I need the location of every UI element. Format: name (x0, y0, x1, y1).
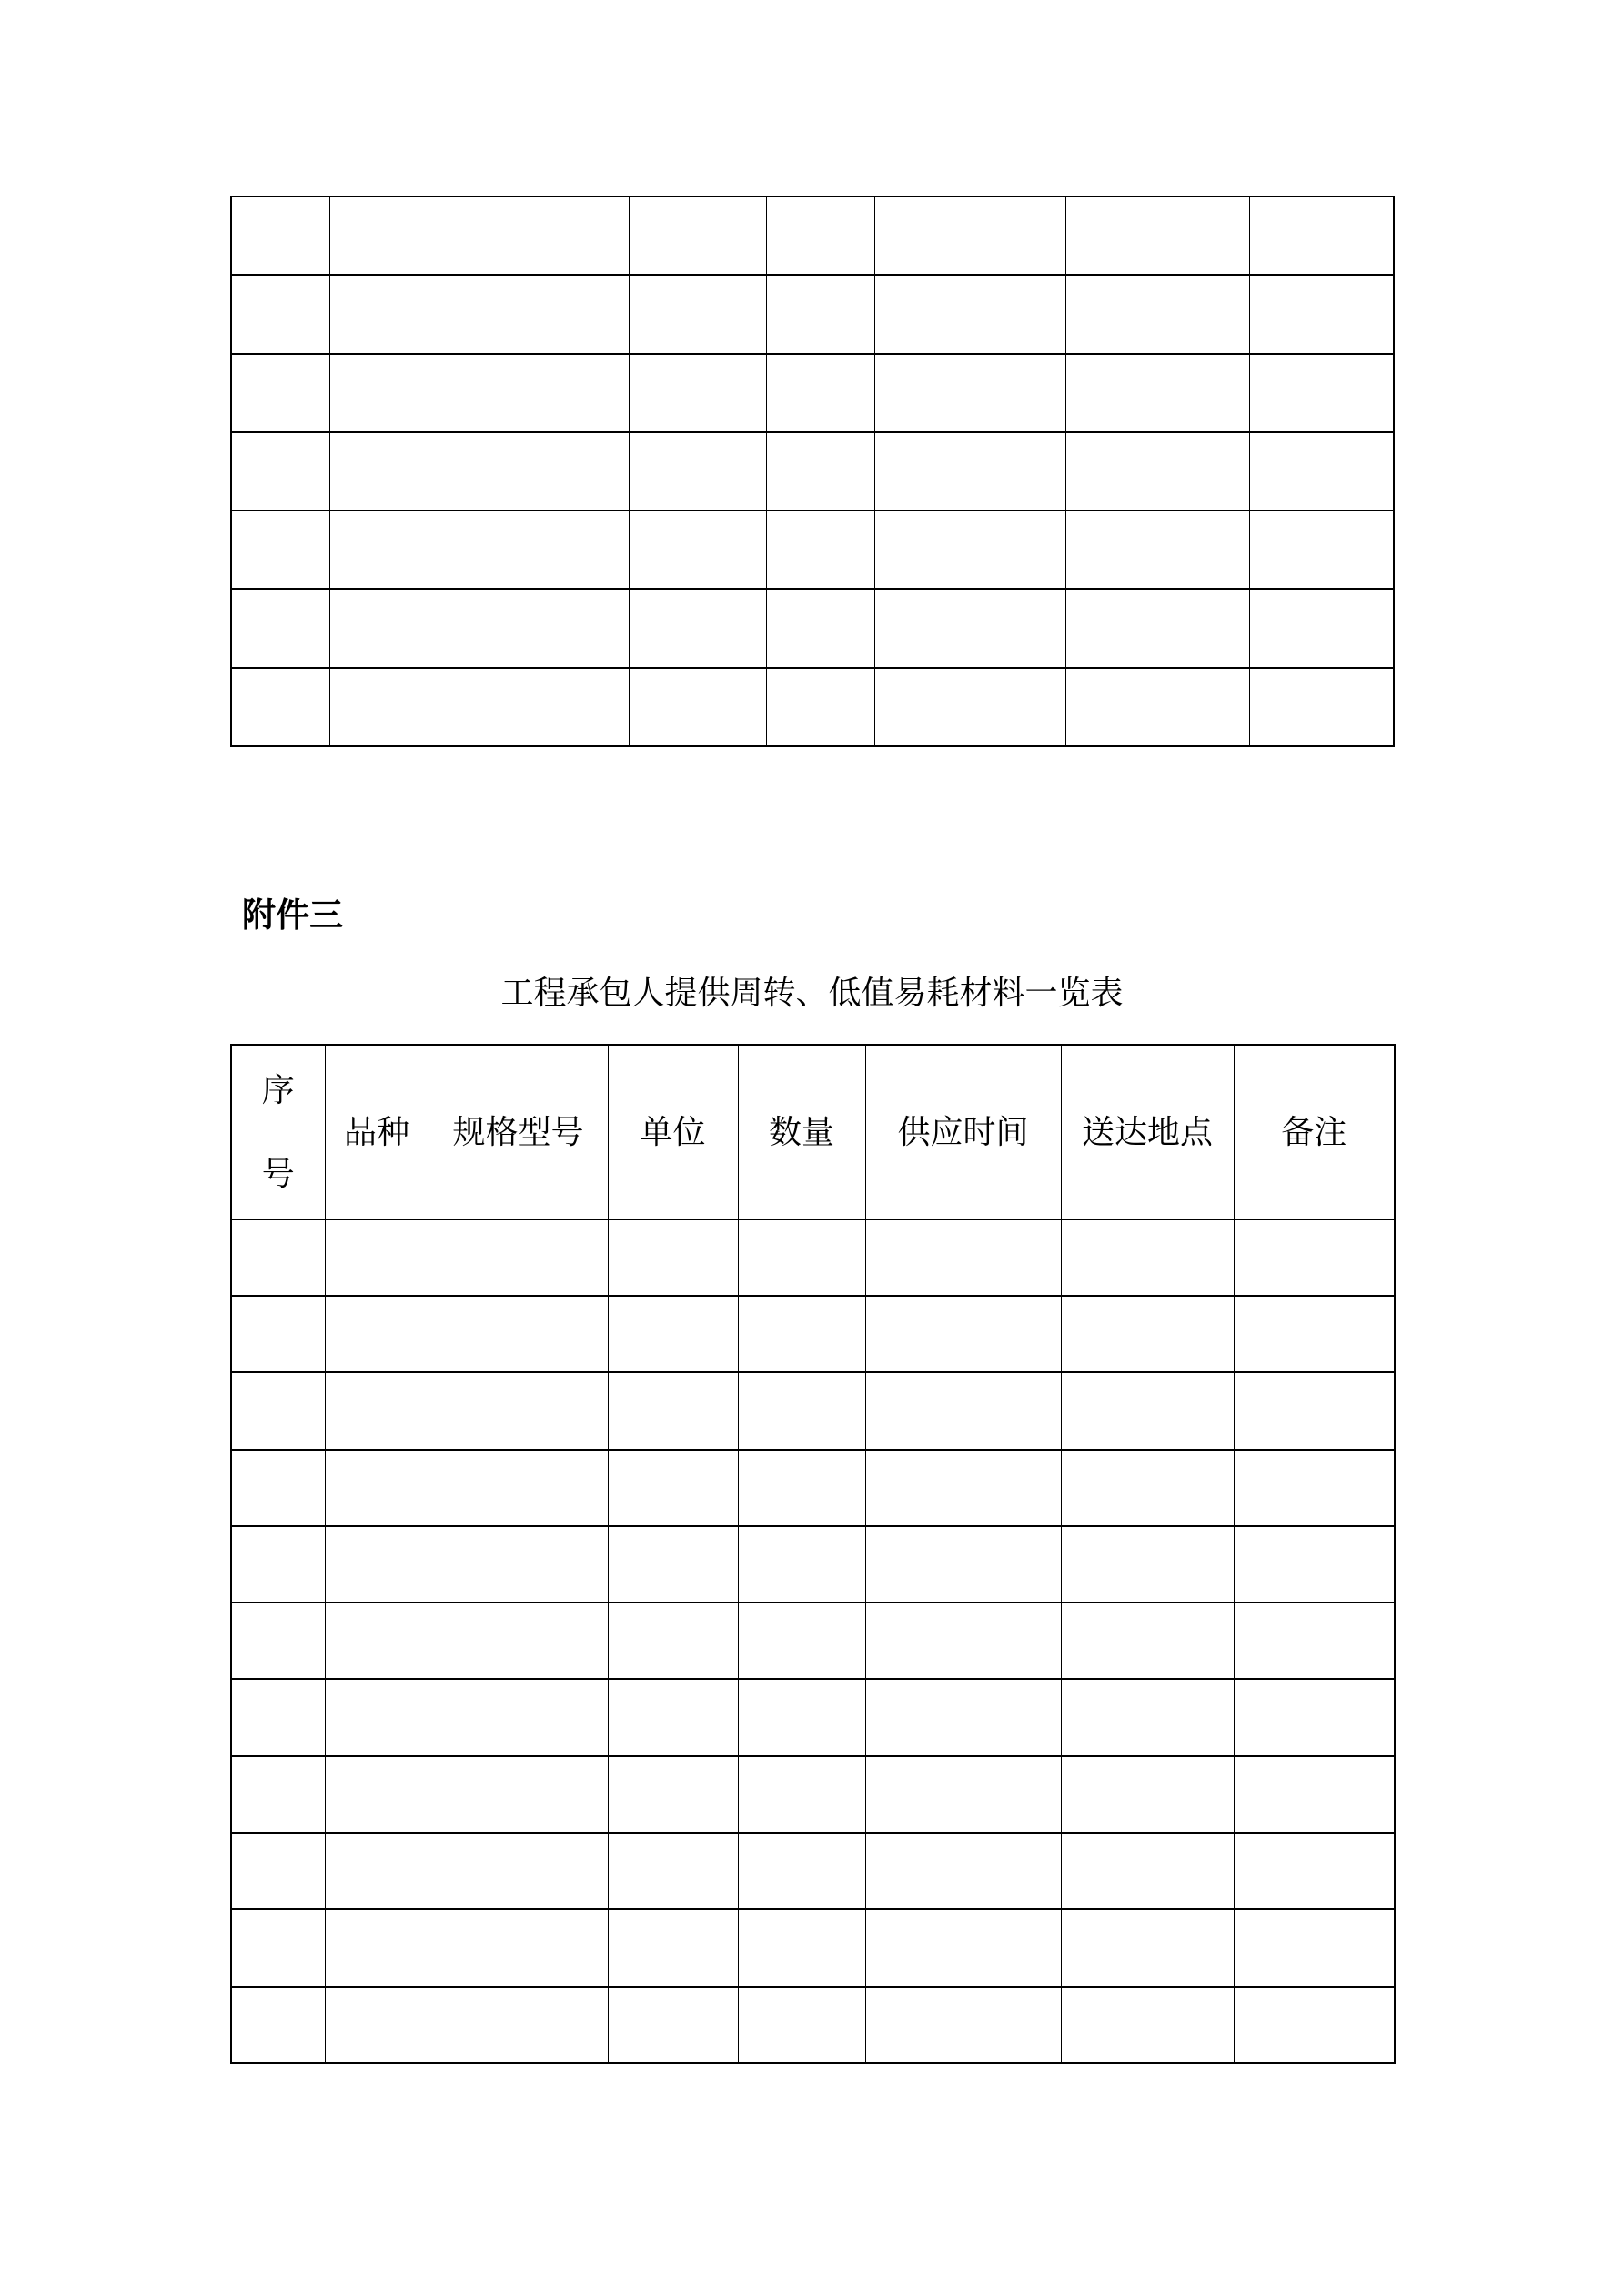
table-cell (1249, 432, 1394, 511)
table-cell (429, 1987, 608, 2063)
table-cell (608, 1526, 738, 1603)
table-cell (1061, 1909, 1234, 1986)
table-row (231, 1296, 1395, 1372)
table-cell (329, 511, 439, 589)
table-row (231, 1603, 1395, 1679)
table-row (231, 589, 1394, 667)
table-cell (738, 1296, 865, 1372)
table-cell (1065, 354, 1249, 432)
materials-header-cell (429, 1045, 608, 1219)
table-cell (231, 1833, 325, 1909)
table-cell (231, 1450, 325, 1526)
table-cell (1061, 1296, 1234, 1372)
table-cell (1249, 589, 1394, 667)
header-label: 备注 (1281, 1112, 1347, 1150)
table-cell (865, 1296, 1061, 1372)
table-cell (738, 1909, 865, 1986)
header-label: 数量 (768, 1112, 834, 1150)
table-cell (1065, 275, 1249, 353)
table-cell (738, 1603, 865, 1679)
table-cell (865, 1450, 1061, 1526)
table-cell (329, 354, 439, 432)
table-cell (629, 354, 766, 432)
table-row (231, 1219, 1395, 1296)
table-cell (1234, 1450, 1395, 1526)
table-cell (738, 1450, 865, 1526)
table-cell (329, 589, 439, 667)
table-cell (766, 275, 874, 353)
materials-header-row (231, 1045, 1395, 1219)
table-cell (439, 511, 629, 589)
table-cell (766, 197, 874, 275)
materials-header-cell (1234, 1045, 1395, 1219)
table-cell (608, 1450, 738, 1526)
materials-header-cell (738, 1045, 865, 1219)
table-cell (1065, 432, 1249, 511)
table-cell (1061, 1372, 1234, 1449)
table-cell (608, 1833, 738, 1909)
table-cell (608, 1372, 738, 1449)
table-cell (325, 1756, 429, 1833)
materials-header-cell (865, 1045, 1061, 1219)
table-cell (1065, 668, 1249, 746)
table-cell (439, 589, 629, 667)
table-cell (231, 511, 329, 589)
table-row (231, 1756, 1395, 1833)
table-row (231, 1909, 1395, 1986)
materials-header-cell (325, 1045, 429, 1219)
table-cell (231, 1679, 325, 1755)
table-cell (766, 589, 874, 667)
table-cell (439, 275, 629, 353)
table-cell (1234, 1679, 1395, 1755)
table-row (231, 1833, 1395, 1909)
table-cell (629, 432, 766, 511)
table-cell (231, 1909, 325, 1986)
table-cell (1249, 511, 1394, 589)
table-cell (325, 1219, 429, 1296)
table-cell (865, 1603, 1061, 1679)
table-cell (865, 1833, 1061, 1909)
table-cell (325, 1679, 429, 1755)
materials-table (230, 1044, 1396, 2064)
header-label: 送达地点 (1081, 1112, 1213, 1150)
table-row (231, 511, 1394, 589)
table-cell (329, 668, 439, 746)
table-cell (629, 275, 766, 353)
table-cell (231, 197, 329, 275)
table-cell (1061, 1526, 1234, 1603)
top-table-body (231, 197, 1394, 746)
table-cell (608, 1987, 738, 2063)
table-cell (231, 589, 329, 667)
table-cell (1249, 197, 1394, 275)
top-continuation-table (230, 196, 1395, 747)
table-row (231, 432, 1394, 511)
table-cell (231, 432, 329, 511)
table-cell (429, 1296, 608, 1372)
table-cell (865, 1987, 1061, 2063)
table-cell (231, 668, 329, 746)
table-cell (608, 1909, 738, 1986)
table-cell (1065, 511, 1249, 589)
table-cell (231, 354, 329, 432)
table-cell (329, 275, 439, 353)
materials-header-cell (1061, 1045, 1234, 1219)
materials-table-body (231, 1045, 1395, 2063)
table-cell (429, 1756, 608, 1833)
table-cell (1234, 1372, 1395, 1449)
table-cell (1234, 1987, 1395, 2063)
table-cell (629, 668, 766, 746)
table-cell (231, 1603, 325, 1679)
table-cell (1234, 1833, 1395, 1909)
table-cell (738, 1679, 865, 1755)
table-cell (1065, 197, 1249, 275)
table-cell (325, 1603, 429, 1679)
header-label: 品种 (343, 1112, 409, 1150)
table-cell (1249, 275, 1394, 353)
table-cell (231, 1296, 325, 1372)
table-cell (439, 197, 629, 275)
table-cell (325, 1833, 429, 1909)
table-cell (1234, 1219, 1395, 1296)
table-cell (1061, 1679, 1234, 1755)
table-cell (629, 511, 766, 589)
table-cell (738, 1833, 865, 1909)
table-row (231, 275, 1394, 353)
table-cell (766, 668, 874, 746)
table-row (231, 1526, 1395, 1603)
table-cell (629, 197, 766, 275)
table-row (231, 668, 1394, 746)
table-cell (629, 589, 766, 667)
table-cell (1061, 1833, 1234, 1909)
table-cell (439, 354, 629, 432)
table-cell (874, 511, 1065, 589)
table-cell (429, 1603, 608, 1679)
table-cell (865, 1526, 1061, 1603)
table-cell (865, 1679, 1061, 1755)
table-cell (439, 432, 629, 511)
table-cell (429, 1679, 608, 1755)
table-cell (1061, 1756, 1234, 1833)
table-row (231, 1987, 1395, 2063)
table-cell (874, 589, 1065, 667)
materials-header-cell (608, 1045, 738, 1219)
header-label: 序 号 (261, 1070, 295, 1192)
table-cell (325, 1526, 429, 1603)
header-label: 单位 (640, 1112, 706, 1150)
table-cell (1249, 354, 1394, 432)
table-cell (608, 1603, 738, 1679)
table-cell (1234, 1603, 1395, 1679)
table-cell (231, 1987, 325, 2063)
table-cell (874, 197, 1065, 275)
table-cell (1234, 1296, 1395, 1372)
materials-table-title: 工程承包人提供周转、低值易耗材料一览表 (500, 974, 1124, 1011)
table-cell (1065, 589, 1249, 667)
table-cell (1234, 1526, 1395, 1603)
table-row (231, 197, 1394, 275)
table-cell (738, 1219, 865, 1296)
table-cell (1249, 668, 1394, 746)
table-cell (231, 1219, 325, 1296)
header-label: 供应时间 (897, 1112, 1029, 1150)
table-cell (738, 1372, 865, 1449)
table-cell (325, 1450, 429, 1526)
table-cell (429, 1219, 608, 1296)
table-row (231, 1679, 1395, 1755)
table-cell (738, 1756, 865, 1833)
table-cell (608, 1219, 738, 1296)
table-cell (766, 432, 874, 511)
table-cell (439, 668, 629, 746)
table-cell (231, 1372, 325, 1449)
table-cell (329, 432, 439, 511)
table-cell (325, 1987, 429, 2063)
table-cell (1061, 1987, 1234, 2063)
table-cell (874, 668, 1065, 746)
table-cell (325, 1372, 429, 1449)
table-cell (1061, 1450, 1234, 1526)
table-cell (874, 432, 1065, 511)
table-cell (429, 1833, 608, 1909)
table-cell (231, 275, 329, 353)
table-cell (738, 1987, 865, 2063)
table-cell (429, 1909, 608, 1986)
table-cell (1234, 1756, 1395, 1833)
table-cell (738, 1526, 865, 1603)
table-cell (874, 354, 1065, 432)
table-cell (865, 1909, 1061, 1986)
table-cell (766, 511, 874, 589)
table-cell (865, 1219, 1061, 1296)
table-cell (766, 354, 874, 432)
table-cell (429, 1372, 608, 1449)
table-cell (874, 275, 1065, 353)
header-label: 规格型号 (452, 1112, 584, 1150)
table-cell (608, 1296, 738, 1372)
table-row (231, 1450, 1395, 1526)
table-cell (231, 1756, 325, 1833)
table-cell (865, 1756, 1061, 1833)
attachment-heading: 附件三 (242, 896, 343, 934)
table-cell (1061, 1219, 1234, 1296)
table-cell (325, 1296, 429, 1372)
table-cell (429, 1526, 608, 1603)
table-cell (329, 197, 439, 275)
table-cell (865, 1372, 1061, 1449)
table-row (231, 1372, 1395, 1449)
table-cell (1234, 1909, 1395, 1986)
materials-header-cell (231, 1045, 325, 1219)
table-row (231, 354, 1394, 432)
table-cell (325, 1909, 429, 1986)
table-cell (429, 1450, 608, 1526)
table-cell (608, 1756, 738, 1833)
table-cell (1061, 1603, 1234, 1679)
table-cell (608, 1679, 738, 1755)
table-cell (231, 1526, 325, 1603)
